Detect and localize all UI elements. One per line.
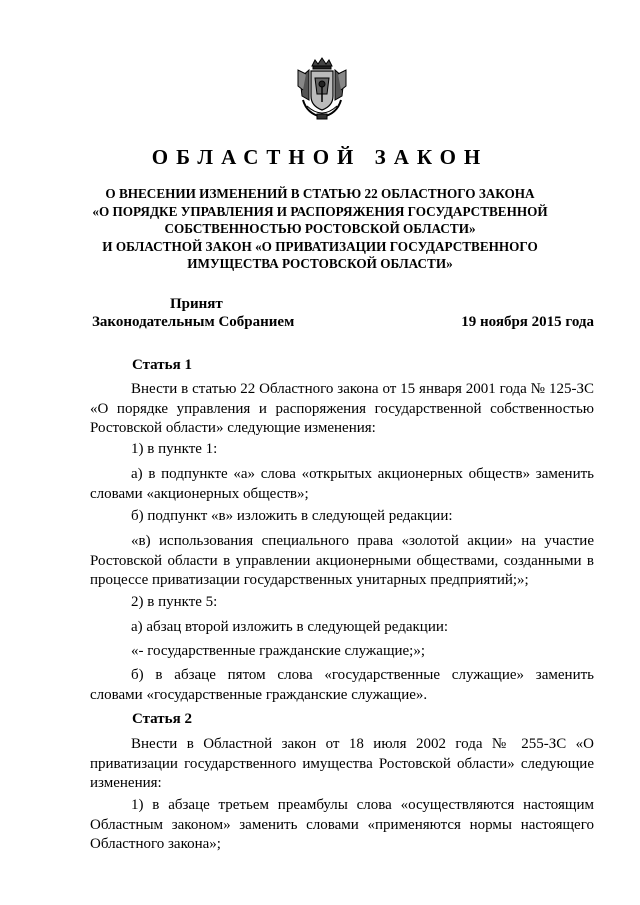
law-subtitle [80,185,560,273]
paragraph: Внести в Областной закон от 18 июля 2002 года № 255-ЗС «О приватизации государственного имущества Ростовской области» следующие изменения: [90,736,594,791]
paragraph: 1) в абзаце третьем преамбулы слова «осуществляются настоящим Областным законом» заменить словами «применяются нормы настоящего Областного закона»; [90,797,594,852]
paragraph: 2) в пункте 5: [131,594,218,610]
adopted-by-label: Законодательным Собранием [92,314,295,330]
paragraph: а) абзац второй изложить в следующей редакции: [131,619,449,635]
article-2-title: Статья 2 [132,711,192,727]
article-1-title: Статья 1 [132,357,192,373]
law-title: ОБЛАСТНОЙ ЗАКОН [151,145,489,169]
paragraph: «- государственные гражданские служащие;»; [131,643,426,659]
paragraph: Внести в статью 22 Областного закона от 15 января 2001 года № 125-ЗС «О порядке управления и распоряжения государственной собственностью Ростовской области» следующие изменения: [90,381,594,436]
paragraph: «в) использования специального права «золотой акции» на участие Ростовской области в управлении акционерными обществами, созданными в процессе приватизации государственных унитарных предприятий;»; [90,533,594,588]
subtitle-line: «О ПОРЯДКЕ УПРАВЛЕНИЯ И РАСПОРЯЖЕНИЯ ГОСУДАРСТВЕННОЙ [92,203,548,219]
subtitle-line: О ВНЕСЕНИИ ИЗМЕНЕНИЙ В СТАТЬЮ 22 ОБЛАСТНОГО ЗАКОНА [105,186,535,201]
subtitle-line: ИМУЩЕСТВА РОСТОВСКОЙ ОБЛАСТИ» [187,256,453,271]
subtitle-line: И ОБЛАСТНОЙ ЗАКОН «О ПРИВАТИЗАЦИИ ГОСУДАРСТВЕННОГО [102,238,538,254]
rostov-oblast-coat-of-arms-icon [297,56,347,122]
paragraph: б) подпункт «в» изложить в следующей редакции: [131,508,453,524]
paragraph: а) в подпункте «а» слова «открытых акционерных обществ» заменить словами «акционерных обществ»; [90,466,594,502]
adoption-date: 19 ноября 2015 года [461,314,594,330]
adopted-label: Принят [170,296,223,312]
paragraph: 1) в пункте 1: [131,441,218,457]
subtitle-line: СОБСТВЕННОСТЬЮ РОСТОВСКОЙ ОБЛАСТИ» [164,221,476,236]
paragraph: б) в абзаце пятом слова «государственные служащие» заменить словами «государственные гражданские служащие». [90,667,594,703]
